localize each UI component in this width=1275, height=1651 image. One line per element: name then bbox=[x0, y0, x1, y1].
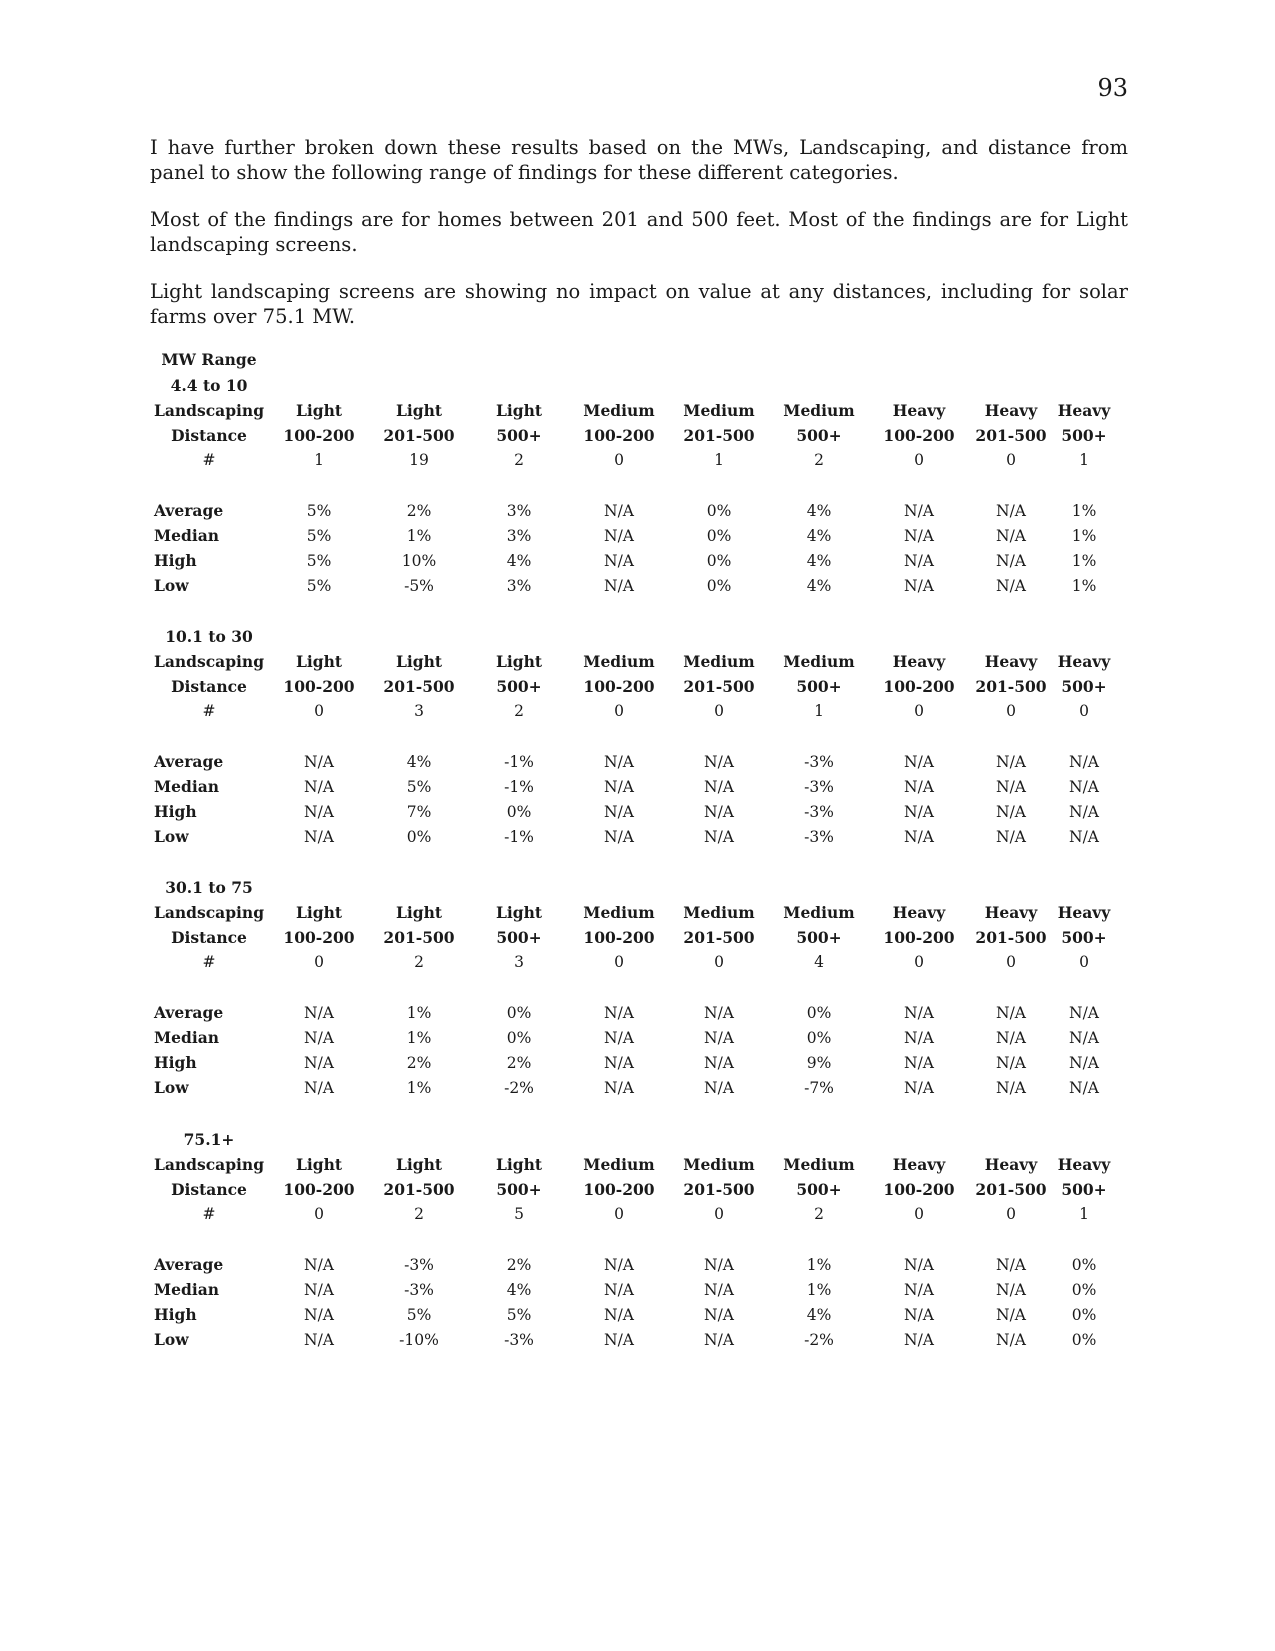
distance-header-cell: 500+ bbox=[796, 677, 842, 696]
high-cell: 2% bbox=[406, 1054, 432, 1072]
median-cell: 0% bbox=[806, 1029, 832, 1047]
landscaping-header-cell: Light bbox=[495, 903, 543, 922]
high-cell: 10% bbox=[401, 552, 437, 570]
high-cell: N/A bbox=[904, 1054, 934, 1072]
distance-header-cell: 100-200 bbox=[583, 1180, 655, 1199]
low-cell: 1% bbox=[406, 1079, 432, 1097]
distance-header-cell: 500+ bbox=[1061, 928, 1107, 947]
average-cell: N/A bbox=[904, 753, 934, 771]
count-cell: 2 bbox=[514, 702, 524, 720]
row-label-count: # bbox=[202, 1205, 216, 1223]
landscaping-header-cell: Light bbox=[295, 903, 343, 922]
low-cell: N/A bbox=[1069, 1079, 1099, 1097]
median-cell: N/A bbox=[904, 1281, 934, 1299]
low-cell: 5% bbox=[306, 577, 332, 595]
row-label-average: Average bbox=[154, 1255, 224, 1274]
landscaping-header-cell: Heavy bbox=[984, 903, 1038, 922]
average-cell: N/A bbox=[604, 1004, 634, 1022]
distance-header-cell: 201-500 bbox=[683, 1180, 755, 1199]
distance-header-cell: 100-200 bbox=[583, 426, 655, 445]
distance-header-cell: 500+ bbox=[496, 677, 542, 696]
count-cell: 0 bbox=[714, 1205, 724, 1223]
median-cell: N/A bbox=[304, 778, 334, 796]
mw-range-label: MW Range bbox=[161, 350, 257, 369]
low-cell: -7% bbox=[804, 1079, 834, 1097]
distance-header-cell: 201-500 bbox=[975, 677, 1047, 696]
count-cell: 2 bbox=[814, 1205, 824, 1223]
distance-header-cell: 201-500 bbox=[683, 928, 755, 947]
median-cell: N/A bbox=[604, 778, 634, 796]
row-label-distance: Distance bbox=[171, 677, 247, 696]
count-cell: 3 bbox=[514, 953, 524, 971]
count-cell: 0 bbox=[914, 1205, 924, 1223]
distance-header-cell: 500+ bbox=[796, 1180, 842, 1199]
landscaping-header-cell: Medium bbox=[583, 903, 655, 922]
landscaping-header-cell: Light bbox=[395, 401, 443, 420]
median-cell: N/A bbox=[996, 527, 1026, 545]
mw-range-value: 10.1 to 30 bbox=[165, 627, 253, 646]
distance-header-cell: 201-500 bbox=[975, 928, 1047, 947]
landscaping-header-cell: Medium bbox=[683, 1155, 755, 1174]
low-cell: -3% bbox=[804, 828, 834, 846]
median-cell: N/A bbox=[604, 1281, 634, 1299]
average-cell: N/A bbox=[304, 1256, 334, 1274]
landscaping-header-cell: Medium bbox=[783, 903, 855, 922]
high-cell: 7% bbox=[406, 803, 432, 821]
high-cell: 4% bbox=[506, 552, 532, 570]
distance-header-cell: 201-500 bbox=[683, 677, 755, 696]
high-cell: N/A bbox=[996, 552, 1026, 570]
distance-header-cell: 500+ bbox=[796, 928, 842, 947]
median-cell: 5% bbox=[406, 778, 432, 796]
average-cell: 1% bbox=[406, 1004, 432, 1022]
low-cell: 3% bbox=[506, 577, 532, 595]
distance-header-cell: 100-200 bbox=[883, 1180, 955, 1199]
average-cell: N/A bbox=[904, 502, 934, 520]
low-cell: N/A bbox=[996, 577, 1026, 595]
landscaping-header-cell: Medium bbox=[583, 1155, 655, 1174]
average-cell: N/A bbox=[1069, 753, 1099, 771]
distance-header-cell: 201-500 bbox=[383, 1180, 455, 1199]
median-cell: N/A bbox=[904, 778, 934, 796]
average-cell: N/A bbox=[704, 753, 734, 771]
row-label-landscaping: Landscaping bbox=[153, 903, 265, 922]
average-cell: N/A bbox=[604, 753, 634, 771]
high-cell: N/A bbox=[604, 552, 634, 570]
distance-header-cell: 500+ bbox=[1061, 1180, 1107, 1199]
high-cell: N/A bbox=[704, 1054, 734, 1072]
high-cell: N/A bbox=[996, 1054, 1026, 1072]
median-cell: N/A bbox=[704, 778, 734, 796]
median-cell: N/A bbox=[304, 1029, 334, 1047]
low-cell: -1% bbox=[504, 828, 534, 846]
high-cell: N/A bbox=[604, 803, 634, 821]
row-label-median: Median bbox=[154, 1028, 220, 1047]
row-label-low: Low bbox=[154, 1078, 189, 1097]
average-cell: 0% bbox=[1071, 1256, 1097, 1274]
distance-header-cell: 100-200 bbox=[883, 677, 955, 696]
page-number: 93 bbox=[1097, 74, 1128, 102]
median-cell: N/A bbox=[1069, 778, 1099, 796]
median-cell: N/A bbox=[604, 527, 634, 545]
count-cell: 0 bbox=[1006, 702, 1016, 720]
high-cell: N/A bbox=[904, 803, 934, 821]
high-cell: 4% bbox=[806, 552, 832, 570]
low-cell: N/A bbox=[704, 1331, 734, 1349]
median-cell: -3% bbox=[804, 778, 834, 796]
high-cell: N/A bbox=[304, 1306, 334, 1324]
low-cell: N/A bbox=[904, 1331, 934, 1349]
low-cell: N/A bbox=[304, 1079, 334, 1097]
low-cell: N/A bbox=[996, 1079, 1026, 1097]
landscaping-header-cell: Light bbox=[395, 1155, 443, 1174]
landscaping-header-cell: Medium bbox=[783, 652, 855, 671]
row-label-landscaping: Landscaping bbox=[153, 652, 265, 671]
median-cell: 1% bbox=[806, 1281, 832, 1299]
count-cell: 0 bbox=[314, 1205, 324, 1223]
count-cell: 2 bbox=[814, 451, 824, 469]
distance-header-cell: 100-200 bbox=[283, 426, 355, 445]
count-cell: 0 bbox=[914, 451, 924, 469]
median-cell: 1% bbox=[406, 527, 432, 545]
landscaping-header-cell: Light bbox=[395, 652, 443, 671]
high-cell: 5% bbox=[306, 552, 332, 570]
average-cell: 2% bbox=[406, 502, 432, 520]
low-cell: N/A bbox=[604, 577, 634, 595]
high-cell: -3% bbox=[804, 803, 834, 821]
count-cell: 1 bbox=[1079, 1205, 1089, 1223]
row-label-count: # bbox=[202, 953, 216, 971]
mw-range-value: 4.4 to 10 bbox=[170, 376, 248, 395]
low-cell: N/A bbox=[704, 1079, 734, 1097]
count-cell: 0 bbox=[1079, 953, 1089, 971]
distance-header-cell: 100-200 bbox=[583, 928, 655, 947]
distance-header-cell: 201-500 bbox=[383, 928, 455, 947]
row-label-low: Low bbox=[154, 1330, 189, 1349]
average-cell: 4% bbox=[406, 753, 432, 771]
median-cell: 5% bbox=[306, 527, 332, 545]
high-cell: 0% bbox=[1071, 1306, 1097, 1324]
high-cell: N/A bbox=[996, 803, 1026, 821]
median-cell: -1% bbox=[504, 778, 534, 796]
count-cell: 1 bbox=[714, 451, 724, 469]
median-cell: 0% bbox=[706, 527, 732, 545]
count-cell: 0 bbox=[1079, 702, 1089, 720]
paragraph-findings-distance: Most of the findings are for homes between 201 and 500 feet. Most of the findings are for Light landscaping screens. bbox=[150, 208, 1128, 256]
landscaping-header-cell: Heavy bbox=[892, 1155, 946, 1174]
median-cell: N/A bbox=[996, 1281, 1026, 1299]
count-cell: 1 bbox=[314, 451, 324, 469]
high-cell: N/A bbox=[704, 803, 734, 821]
landscaping-header-cell: Medium bbox=[583, 652, 655, 671]
median-cell: N/A bbox=[996, 778, 1026, 796]
landscaping-header-cell: Heavy bbox=[892, 903, 946, 922]
row-label-distance: Distance bbox=[171, 928, 247, 947]
landscaping-header-cell: Light bbox=[395, 903, 443, 922]
count-cell: 4 bbox=[814, 953, 824, 971]
high-cell: N/A bbox=[904, 1306, 934, 1324]
count-cell: 2 bbox=[414, 953, 424, 971]
landscaping-header-cell: Heavy bbox=[1057, 1155, 1111, 1174]
low-cell: N/A bbox=[996, 1331, 1026, 1349]
low-cell: -3% bbox=[504, 1331, 534, 1349]
distance-header-cell: 500+ bbox=[796, 426, 842, 445]
count-cell: 0 bbox=[714, 702, 724, 720]
row-label-distance: Distance bbox=[171, 1180, 247, 1199]
low-cell: 1% bbox=[1071, 577, 1097, 595]
high-cell: 5% bbox=[506, 1306, 532, 1324]
distance-header-cell: 100-200 bbox=[283, 677, 355, 696]
count-cell: 0 bbox=[1006, 451, 1016, 469]
median-cell: N/A bbox=[704, 1281, 734, 1299]
average-cell: N/A bbox=[304, 1004, 334, 1022]
landscaping-header-cell: Medium bbox=[783, 401, 855, 420]
distance-header-cell: 500+ bbox=[496, 426, 542, 445]
high-cell: 4% bbox=[806, 1306, 832, 1324]
distance-header-cell: 100-200 bbox=[283, 928, 355, 947]
row-label-low: Low bbox=[154, 827, 189, 846]
high-cell: N/A bbox=[604, 1306, 634, 1324]
count-cell: 0 bbox=[614, 1205, 624, 1223]
row-label-high: High bbox=[154, 1053, 197, 1072]
low-cell: N/A bbox=[904, 577, 934, 595]
landscaping-header-cell: Heavy bbox=[1057, 401, 1111, 420]
low-cell: N/A bbox=[904, 828, 934, 846]
distance-header-cell: 201-500 bbox=[383, 426, 455, 445]
landscaping-header-cell: Light bbox=[295, 1155, 343, 1174]
distance-header-cell: 100-200 bbox=[883, 426, 955, 445]
landscaping-header-cell: Light bbox=[495, 401, 543, 420]
average-cell: -3% bbox=[404, 1256, 434, 1274]
median-cell: N/A bbox=[904, 1029, 934, 1047]
average-cell: N/A bbox=[996, 1256, 1026, 1274]
landscaping-header-cell: Heavy bbox=[892, 401, 946, 420]
median-cell: -3% bbox=[404, 1281, 434, 1299]
median-cell: 1% bbox=[406, 1029, 432, 1047]
high-cell: 5% bbox=[406, 1306, 432, 1324]
paragraph-light-landscaping: Light landscaping screens are showing no impact on value at any distances, including for solar farms over 75.1 MW. bbox=[150, 280, 1128, 328]
count-cell: 0 bbox=[314, 702, 324, 720]
count-cell: 19 bbox=[409, 451, 429, 469]
row-label-median: Median bbox=[154, 777, 220, 796]
count-cell: 0 bbox=[1006, 1205, 1016, 1223]
average-cell: 0% bbox=[706, 502, 732, 520]
low-cell: -10% bbox=[399, 1331, 439, 1349]
median-cell: 0% bbox=[506, 1029, 532, 1047]
distance-header-cell: 500+ bbox=[496, 928, 542, 947]
count-cell: 5 bbox=[514, 1205, 524, 1223]
median-cell: N/A bbox=[904, 527, 934, 545]
average-cell: 0% bbox=[806, 1004, 832, 1022]
landscaping-header-cell: Medium bbox=[783, 1155, 855, 1174]
distance-header-cell: 100-200 bbox=[583, 677, 655, 696]
average-cell: N/A bbox=[1069, 1004, 1099, 1022]
low-cell: 0% bbox=[1071, 1331, 1097, 1349]
average-cell: -3% bbox=[804, 753, 834, 771]
average-cell: N/A bbox=[904, 1256, 934, 1274]
low-cell: N/A bbox=[304, 828, 334, 846]
landscaping-header-cell: Light bbox=[295, 652, 343, 671]
low-cell: 4% bbox=[806, 577, 832, 595]
landscaping-header-cell: Heavy bbox=[984, 1155, 1038, 1174]
high-cell: N/A bbox=[1069, 1054, 1099, 1072]
low-cell: N/A bbox=[996, 828, 1026, 846]
row-label-average: Average bbox=[154, 752, 224, 771]
count-cell: 0 bbox=[1006, 953, 1016, 971]
row-label-high: High bbox=[154, 1305, 197, 1324]
landscaping-header-cell: Heavy bbox=[984, 652, 1038, 671]
count-cell: 1 bbox=[814, 702, 824, 720]
count-cell: 0 bbox=[314, 953, 324, 971]
count-cell: 0 bbox=[614, 953, 624, 971]
landscaping-header-cell: Light bbox=[495, 1155, 543, 1174]
median-cell: N/A bbox=[1069, 1029, 1099, 1047]
average-cell: 1% bbox=[806, 1256, 832, 1274]
high-cell: N/A bbox=[604, 1054, 634, 1072]
row-label-median: Median bbox=[154, 526, 220, 545]
average-cell: 5% bbox=[306, 502, 332, 520]
row-label-landscaping: Landscaping bbox=[153, 401, 265, 420]
high-cell: N/A bbox=[304, 1054, 334, 1072]
average-cell: 2% bbox=[506, 1256, 532, 1274]
average-cell: N/A bbox=[996, 1004, 1026, 1022]
median-cell: 4% bbox=[506, 1281, 532, 1299]
paragraph-intro: I have further broken down these results based on the MWs, Landscaping, and distance from panel to show the following range of findings for these different categories. bbox=[150, 136, 1128, 184]
average-cell: 0% bbox=[506, 1004, 532, 1022]
high-cell: N/A bbox=[996, 1306, 1026, 1324]
low-cell: N/A bbox=[1069, 828, 1099, 846]
row-label-low: Low bbox=[154, 576, 189, 595]
average-cell: N/A bbox=[604, 1256, 634, 1274]
distance-header-cell: 500+ bbox=[1061, 677, 1107, 696]
mw-range-value: 75.1+ bbox=[183, 1130, 235, 1149]
high-cell: N/A bbox=[904, 552, 934, 570]
mw-range-value: 30.1 to 75 bbox=[165, 878, 253, 897]
count-cell: 0 bbox=[614, 702, 624, 720]
distance-header-cell: 201-500 bbox=[975, 1180, 1047, 1199]
row-label-count: # bbox=[202, 702, 216, 720]
distance-header-cell: 201-500 bbox=[383, 677, 455, 696]
count-cell: 3 bbox=[414, 702, 424, 720]
count-cell: 0 bbox=[614, 451, 624, 469]
high-cell: 1% bbox=[1071, 552, 1097, 570]
row-label-average: Average bbox=[154, 1003, 224, 1022]
average-cell: 1% bbox=[1071, 502, 1097, 520]
landscaping-header-cell: Light bbox=[295, 401, 343, 420]
average-cell: N/A bbox=[996, 502, 1026, 520]
low-cell: N/A bbox=[604, 1331, 634, 1349]
average-cell: N/A bbox=[904, 1004, 934, 1022]
average-cell: N/A bbox=[604, 502, 634, 520]
high-cell: N/A bbox=[704, 1306, 734, 1324]
row-label-median: Median bbox=[154, 1280, 220, 1299]
landscaping-header-cell: Medium bbox=[683, 401, 755, 420]
median-cell: N/A bbox=[304, 1281, 334, 1299]
landscaping-header-cell: Medium bbox=[583, 401, 655, 420]
median-cell: N/A bbox=[704, 1029, 734, 1047]
distance-header-cell: 201-500 bbox=[683, 426, 755, 445]
count-cell: 0 bbox=[714, 953, 724, 971]
low-cell: -2% bbox=[804, 1331, 834, 1349]
high-cell: 9% bbox=[806, 1054, 832, 1072]
low-cell: 0% bbox=[706, 577, 732, 595]
median-cell: 3% bbox=[506, 527, 532, 545]
average-cell: 3% bbox=[506, 502, 532, 520]
row-label-distance: Distance bbox=[171, 426, 247, 445]
low-cell: N/A bbox=[904, 1079, 934, 1097]
low-cell: N/A bbox=[604, 1079, 634, 1097]
median-cell: N/A bbox=[996, 1029, 1026, 1047]
low-cell: -5% bbox=[404, 577, 434, 595]
landscaping-header-cell: Heavy bbox=[984, 401, 1038, 420]
row-label-landscaping: Landscaping bbox=[153, 1155, 265, 1174]
average-cell: N/A bbox=[996, 753, 1026, 771]
distance-header-cell: 500+ bbox=[496, 1180, 542, 1199]
average-cell: N/A bbox=[704, 1256, 734, 1274]
high-cell: 0% bbox=[706, 552, 732, 570]
count-cell: 0 bbox=[914, 953, 924, 971]
distance-header-cell: 201-500 bbox=[975, 426, 1047, 445]
average-cell: N/A bbox=[304, 753, 334, 771]
count-cell: 1 bbox=[1079, 451, 1089, 469]
row-label-count: # bbox=[202, 451, 216, 469]
count-cell: 2 bbox=[514, 451, 524, 469]
high-cell: 2% bbox=[506, 1054, 532, 1072]
low-cell: 0% bbox=[406, 828, 432, 846]
distance-header-cell: 100-200 bbox=[283, 1180, 355, 1199]
low-cell: N/A bbox=[704, 828, 734, 846]
count-cell: 2 bbox=[414, 1205, 424, 1223]
count-cell: 0 bbox=[914, 702, 924, 720]
landscaping-header-cell: Heavy bbox=[1057, 652, 1111, 671]
high-cell: N/A bbox=[1069, 803, 1099, 821]
distance-header-cell: 100-200 bbox=[883, 928, 955, 947]
row-label-high: High bbox=[154, 551, 197, 570]
row-label-average: Average bbox=[154, 501, 224, 520]
low-cell: -2% bbox=[504, 1079, 534, 1097]
median-cell: 0% bbox=[1071, 1281, 1097, 1299]
high-cell: 0% bbox=[506, 803, 532, 821]
landscaping-header-cell: Medium bbox=[683, 903, 755, 922]
high-cell: N/A bbox=[304, 803, 334, 821]
distance-header-cell: 500+ bbox=[1061, 426, 1107, 445]
median-cell: 1% bbox=[1071, 527, 1097, 545]
landscaping-header-cell: Heavy bbox=[892, 652, 946, 671]
landscaping-header-cell: Light bbox=[495, 652, 543, 671]
landscaping-header-cell: Heavy bbox=[1057, 903, 1111, 922]
median-cell: 4% bbox=[806, 527, 832, 545]
row-label-high: High bbox=[154, 802, 197, 821]
landscaping-header-cell: Medium bbox=[683, 652, 755, 671]
average-cell: N/A bbox=[704, 1004, 734, 1022]
low-cell: N/A bbox=[604, 828, 634, 846]
median-cell: N/A bbox=[604, 1029, 634, 1047]
average-cell: 4% bbox=[806, 502, 832, 520]
average-cell: -1% bbox=[504, 753, 534, 771]
low-cell: N/A bbox=[304, 1331, 334, 1349]
